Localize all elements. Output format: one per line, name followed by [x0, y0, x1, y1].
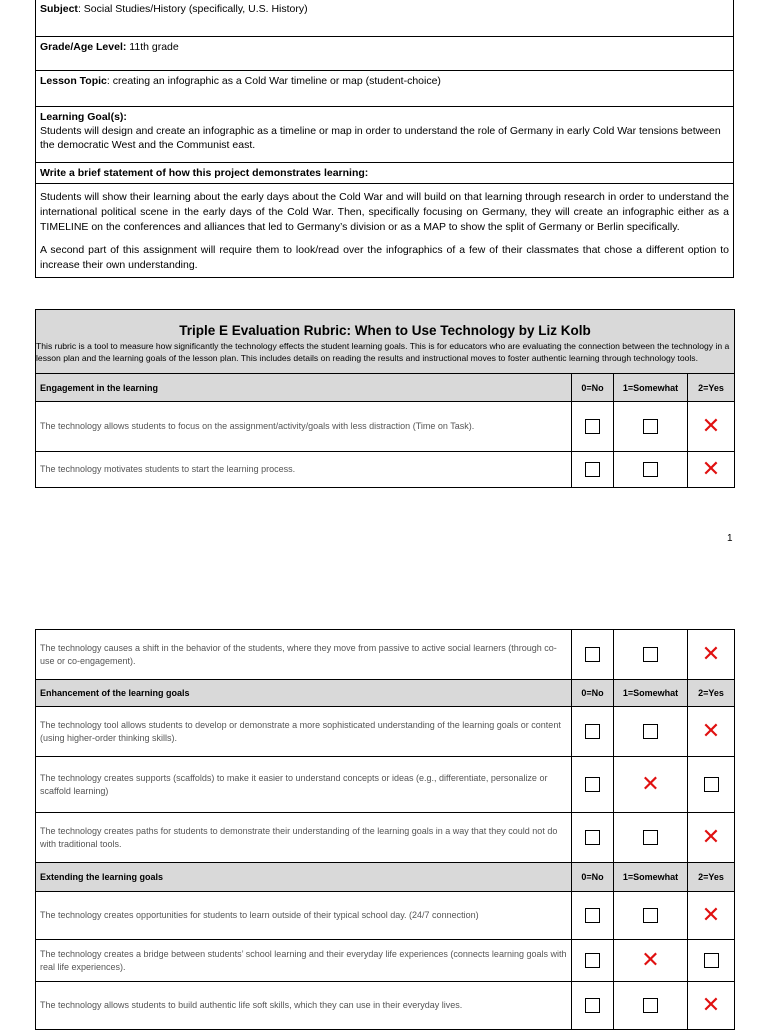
- grade-value: 11th grade: [126, 41, 179, 53]
- checkbox-icon[interactable]: [585, 647, 600, 662]
- rubric-row: [36, 402, 735, 452]
- rubric-title: Triple E Evaluation Rubric: When to Use Technology by Liz Kolb: [179, 322, 591, 338]
- enhancement-header: Enhancement of the learning goals: [36, 680, 572, 707]
- checkbox-icon[interactable]: [643, 419, 658, 434]
- criterion-text: The technology tool allows students to develop or demonstrate a more sophisticated understanding of the learning goals or content (using higher-order thinking skills).: [36, 707, 572, 757]
- rating-cell-yes: [688, 757, 735, 813]
- col-yes-header: 2=Yes: [688, 374, 735, 402]
- col-no-header: 0=No: [572, 374, 614, 402]
- checkbox-icon[interactable]: [585, 908, 600, 923]
- checkbox-icon[interactable]: [585, 419, 600, 434]
- criterion-text: The technology creates supports (scaffolds) to make it easier to understand concepts or ideas (e.g., differentiate, personalize or scaffold learning): [36, 757, 572, 813]
- rating-cell-no: [572, 630, 614, 680]
- rating-cell-no: [572, 892, 614, 940]
- rating-cell-yes: [688, 892, 735, 940]
- rubric-title-cell: [36, 310, 735, 374]
- rating-cell-yes: [688, 707, 735, 757]
- criterion-text: The technology motivates students to start the learning process.: [36, 452, 572, 488]
- rating-cell-somewhat: [614, 813, 688, 863]
- x-mark-icon[interactable]: ✕: [701, 718, 721, 744]
- x-mark-icon[interactable]: ✕: [701, 456, 721, 482]
- checkbox-icon[interactable]: [643, 830, 658, 845]
- extending-header: Extending the learning goals: [36, 863, 572, 892]
- rating-cell-yes: [688, 452, 735, 488]
- rubric-row: [36, 982, 735, 1030]
- statement-label: Write a brief statement of how this project demonstrates learning:: [36, 163, 733, 184]
- col-no-header: 0=No: [572, 863, 614, 892]
- checkbox-icon[interactable]: [585, 724, 600, 739]
- rubric-row: [36, 707, 735, 757]
- x-mark-icon[interactable]: ✕: [701, 992, 721, 1018]
- checkbox-icon[interactable]: [643, 998, 658, 1013]
- extending-header-row: [36, 863, 735, 892]
- checkbox-icon[interactable]: [585, 830, 600, 845]
- engagement-header-row: [36, 374, 735, 402]
- x-mark-icon[interactable]: ✕: [641, 947, 660, 973]
- subject-value: : Social Studies/History (specifically, U.S. History): [77, 3, 308, 15]
- learning-goal-row: [36, 107, 733, 163]
- statement-paragraph-2: A second part of this assignment will require them to look/read over the infographics of a few of their classmates that chose a different option to increase their own understanding.: [40, 244, 729, 271]
- rubric-table-page-1: [35, 309, 735, 488]
- criterion-text: The technology allows students to build authentic life soft skills, which they can use in their everyday lives.: [36, 982, 572, 1030]
- col-yes-header: 2=Yes: [688, 863, 735, 892]
- rating-cell-yes: [688, 630, 735, 680]
- rating-cell-no: [572, 707, 614, 757]
- criterion-text: The technology causes a shift in the behavior of the students, where they move from passive to active social learners (through co-use or co-engagement).: [36, 630, 572, 680]
- checkbox-icon[interactable]: [704, 953, 719, 968]
- checkbox-icon[interactable]: [585, 462, 600, 477]
- statement-row: [36, 163, 733, 277]
- checkbox-icon[interactable]: [585, 998, 600, 1013]
- criterion-text: The technology creates a bridge between students’ school learning and their everyday life experiences (connects learning goals with real life experiences).: [36, 940, 572, 982]
- rubric-row: [36, 452, 735, 488]
- rating-cell-no: [572, 982, 614, 1030]
- subject-label: Subject: [40, 3, 78, 15]
- rating-cell-somewhat: [614, 892, 688, 940]
- col-no-header: 0=No: [572, 680, 614, 707]
- rating-cell-yes: [688, 402, 735, 452]
- rubric-row: [36, 940, 735, 982]
- rating-cell-somewhat: [614, 402, 688, 452]
- topic-row: [36, 71, 733, 107]
- rating-cell-somewhat: [614, 940, 688, 982]
- rating-cell-no: [572, 402, 614, 452]
- checkbox-icon[interactable]: [643, 908, 658, 923]
- rating-cell-yes: [688, 940, 735, 982]
- rating-cell-no: [572, 452, 614, 488]
- checkbox-icon[interactable]: [643, 647, 658, 662]
- criterion-text: The technology allows students to focus on the assignment/activity/goals with less distraction (Time on Task).: [36, 402, 572, 452]
- col-somewhat-header: 1=Somewhat: [614, 680, 688, 707]
- criterion-text: The technology creates paths for students to demonstrate their understanding of the learning goals in a way that they could not do with traditional tools.: [36, 813, 572, 863]
- topic-label: Lesson Topic: [40, 75, 107, 87]
- checkbox-icon[interactable]: [643, 462, 658, 477]
- rating-cell-no: [572, 813, 614, 863]
- x-mark-icon[interactable]: ✕: [701, 824, 721, 850]
- grade-label: Grade/Age Level:: [40, 41, 127, 53]
- checkbox-icon[interactable]: [585, 953, 600, 968]
- page-number: 1: [727, 533, 733, 544]
- grade-row: [36, 37, 733, 71]
- learning-goal-label: Learning Goal(s):: [40, 111, 127, 123]
- rating-cell-yes: [688, 813, 735, 863]
- subject-row: [36, 0, 733, 37]
- statement-paragraph-1: Students will show their learning about the early days about the Cold War and will build on that learning through research in order to understand the international political scene in the early days of the Cold War. Then, specifically focusing on Germany, they will create an infographic either as a TIMELINE on the conferences and alliances that led to Germany’s division or as a MAP to show the split of Germany or Berlin specifically.: [40, 191, 729, 233]
- rating-cell-yes: [688, 982, 735, 1030]
- enhancement-header-row: [36, 680, 735, 707]
- rating-cell-somewhat: [614, 452, 688, 488]
- engagement-header: Engagement in the learning: [36, 374, 572, 402]
- x-mark-icon[interactable]: ✕: [701, 413, 721, 439]
- rubric-row: [36, 757, 735, 813]
- col-somewhat-header: 1=Somewhat: [614, 374, 688, 402]
- col-yes-header: 2=Yes: [688, 680, 735, 707]
- rating-cell-somewhat: [614, 707, 688, 757]
- col-somewhat-header: 1=Somewhat: [614, 863, 688, 892]
- rubric-table-page-2: [35, 629, 735, 1030]
- checkbox-icon[interactable]: [585, 777, 600, 792]
- lesson-info-table: [35, 0, 734, 278]
- checkbox-icon[interactable]: [704, 777, 719, 792]
- rubric-row: [36, 892, 735, 940]
- x-mark-icon[interactable]: ✕: [641, 771, 660, 797]
- rating-cell-no: [572, 757, 614, 813]
- rating-cell-somewhat: [614, 757, 688, 813]
- learning-goal-text: Students will design and create an infographic as a timeline or map in order to understand the role of Germany in early Cold War tensions between the democratic West and the Communist east.: [40, 125, 721, 151]
- topic-value: : creating an infographic as a Cold War timeline or map (student-choice): [106, 75, 441, 87]
- rubric-description: This rubric is a tool to measure how significantly the technology effects the student learning goals. This is for educators who are evaluating the connection between the technology in a lesson plan and the learning goals of the lesson plan. This includes details on reading the results and instructional moves to foster authentic learning through technology tools.: [36, 340, 730, 363]
- rating-cell-somewhat: [614, 630, 688, 680]
- rating-cell-somewhat: [614, 982, 688, 1030]
- rubric-row: [36, 630, 735, 680]
- x-mark-icon[interactable]: ✕: [701, 902, 721, 928]
- x-mark-icon[interactable]: ✕: [701, 641, 721, 667]
- rating-cell-no: [572, 940, 614, 982]
- rubric-row: [36, 813, 735, 863]
- criterion-text: The technology creates opportunities for students to learn outside of their typical school day. (24/7 connection): [36, 892, 572, 940]
- checkbox-icon[interactable]: [643, 724, 658, 739]
